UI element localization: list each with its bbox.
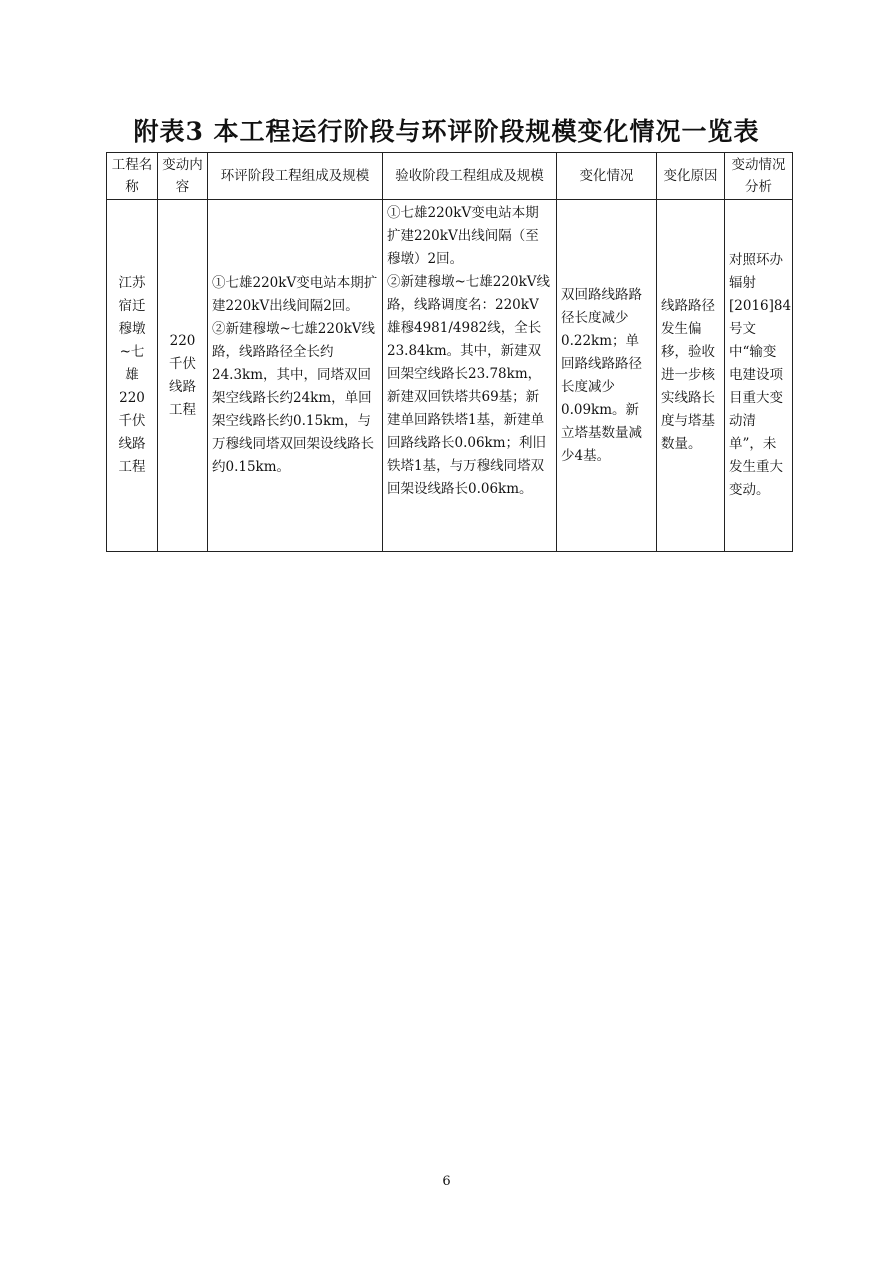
cell-project-name: 江苏 宿迁 穆墩 ~七 雄 220 千伏 线路 工程 [107,200,158,552]
cell-acceptance-scale: ①七雄220kV变电站本期扩建220kV出线间隔（至穆墩）2回。 ②新建穆墩~七雄220kV线路，线路调度名：220kV雄穆4981/4982线，全长23.84km。其中，新建双回架空线路长23.78km，新建双回铁塔共69基；新建单回路铁塔1基，新建单回路线路长0.06km；利旧铁塔1基，与万穆线同塔双回架设线路长0.06km。 [383,200,557,552]
cell-change-situation: 双回路线路路径长度减少0.22km；单回路线路路径长度减少0.09km。新立塔基数量减少4基。 [557,200,657,552]
header-project-name: 工程名称 [107,153,158,200]
header-change-reason: 变化原因 [657,153,725,200]
page-title: 附表3 本工程运行阶段与环评阶段规模变化情况一览表 [133,117,760,146]
cell-change-content: 220 千伏 线路 工程 [158,200,208,552]
header-change-content: 变动内容 [158,153,208,200]
cell-change-analysis: 对照环办辐射[2016]84号文中“输变电建设项目重大变动清单”，未发生重大变动。 [725,200,793,552]
header-change-analysis: 变动情况分析 [725,153,793,200]
page-number: 6 [442,1174,451,1189]
header-eia-scale: 环评阶段工程组成及规模 [208,153,383,200]
header-acceptance-scale: 验收阶段工程组成及规模 [383,153,557,200]
header-change-situation: 变化情况 [557,153,657,200]
table-header-row [107,153,793,200]
table-row [107,200,793,552]
scale-change-table [106,152,793,552]
cell-change-reason: 线路路径发生偏移，验收进一步核实线路长度与塔基数量。 [657,200,725,552]
cell-eia-scale: ①七雄220kV变电站本期扩建220kV出线间隔2回。 ②新建穆墩~七雄220kV线路，线路路径全长约24.3km，其中，同塔双回架空线路长约24km，单回架空线路长约0.15km，与万穆线同塔双回架设线路长约0.15km。 [208,200,383,552]
